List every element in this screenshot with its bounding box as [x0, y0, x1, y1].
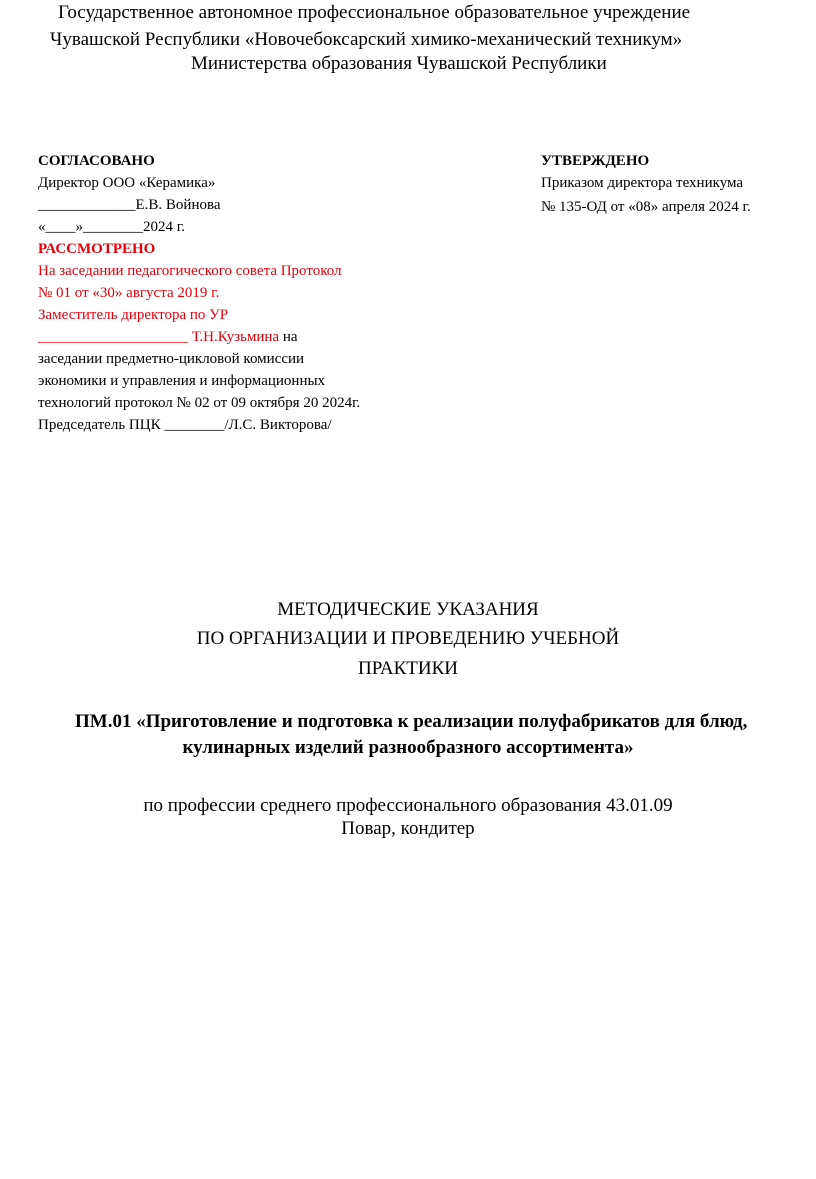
agreed-heading: СОГЛАСОВАНО [38, 153, 155, 169]
reviewed-heading: РАССМОТРЕНО [38, 241, 156, 257]
commission-chair: Председатель ПЦК ________/Л.С. Викторова/ [38, 417, 332, 433]
reviewed-protocol: № 01 от «30» августа 2019 г. [38, 285, 220, 301]
agreed-date: «____»________2024 г. [38, 219, 185, 235]
profession-line2: Повар, кондитер [341, 818, 475, 839]
profession-line1: по профессии среднего профессионального образования 43.01.09 [143, 795, 673, 816]
institution-name-line1: Государственное автономное профессиональное образовательное учреждение [58, 2, 691, 23]
ministry-name: Министерства образования Чувашской Республики [191, 53, 607, 74]
commission-line2: экономики и управления и информационных [38, 373, 326, 389]
deputy-signature-suffix: на [279, 329, 298, 345]
institution-name-line2: Чувашской Республики «Новочебоксарский химико-механический техникум» [50, 29, 683, 50]
commission-protocol: технологий протокол № 02 от 09 октября 20 2024г. [38, 395, 361, 411]
agreed-signature: _____________Е.В. Войнова [38, 197, 221, 213]
reviewed-deputy: Заместитель директора по УР [38, 307, 229, 323]
module-title-line2: кулинарных изделий разнообразного ассортимента» [182, 737, 634, 758]
approved-order: Приказом директора техникума [541, 175, 744, 191]
reviewed-deputy-signature-line [38, 326, 298, 348]
doc-title-line2: ПО ОРГАНИЗАЦИИ И ПРОВЕДЕНИЮ УЧЕБНОЙ [196, 628, 620, 649]
module-title-line1: ПМ.01 «Приготовление и подготовка к реализации полуфабрикатов для блюд, [75, 711, 748, 732]
approved-heading: УТВЕРЖДЕНО [541, 153, 650, 169]
doc-title-line3: ПРАКТИКИ [358, 658, 458, 679]
approved-order-number: № 135-ОД от «08» апреля 2024 г. [541, 199, 751, 215]
deputy-signature: ____________________ Т.Н.Кузьмина [38, 329, 280, 345]
reviewed-council: На заседании педагогического совета Протокол [38, 263, 342, 279]
commission-line1: заседании предметно-цикловой комиссии [38, 351, 305, 367]
doc-title-line1: МЕТОДИЧЕСКИЕ УКАЗАНИЯ [277, 599, 539, 620]
agreed-director: Директор ООО «Керамика» [38, 175, 216, 191]
